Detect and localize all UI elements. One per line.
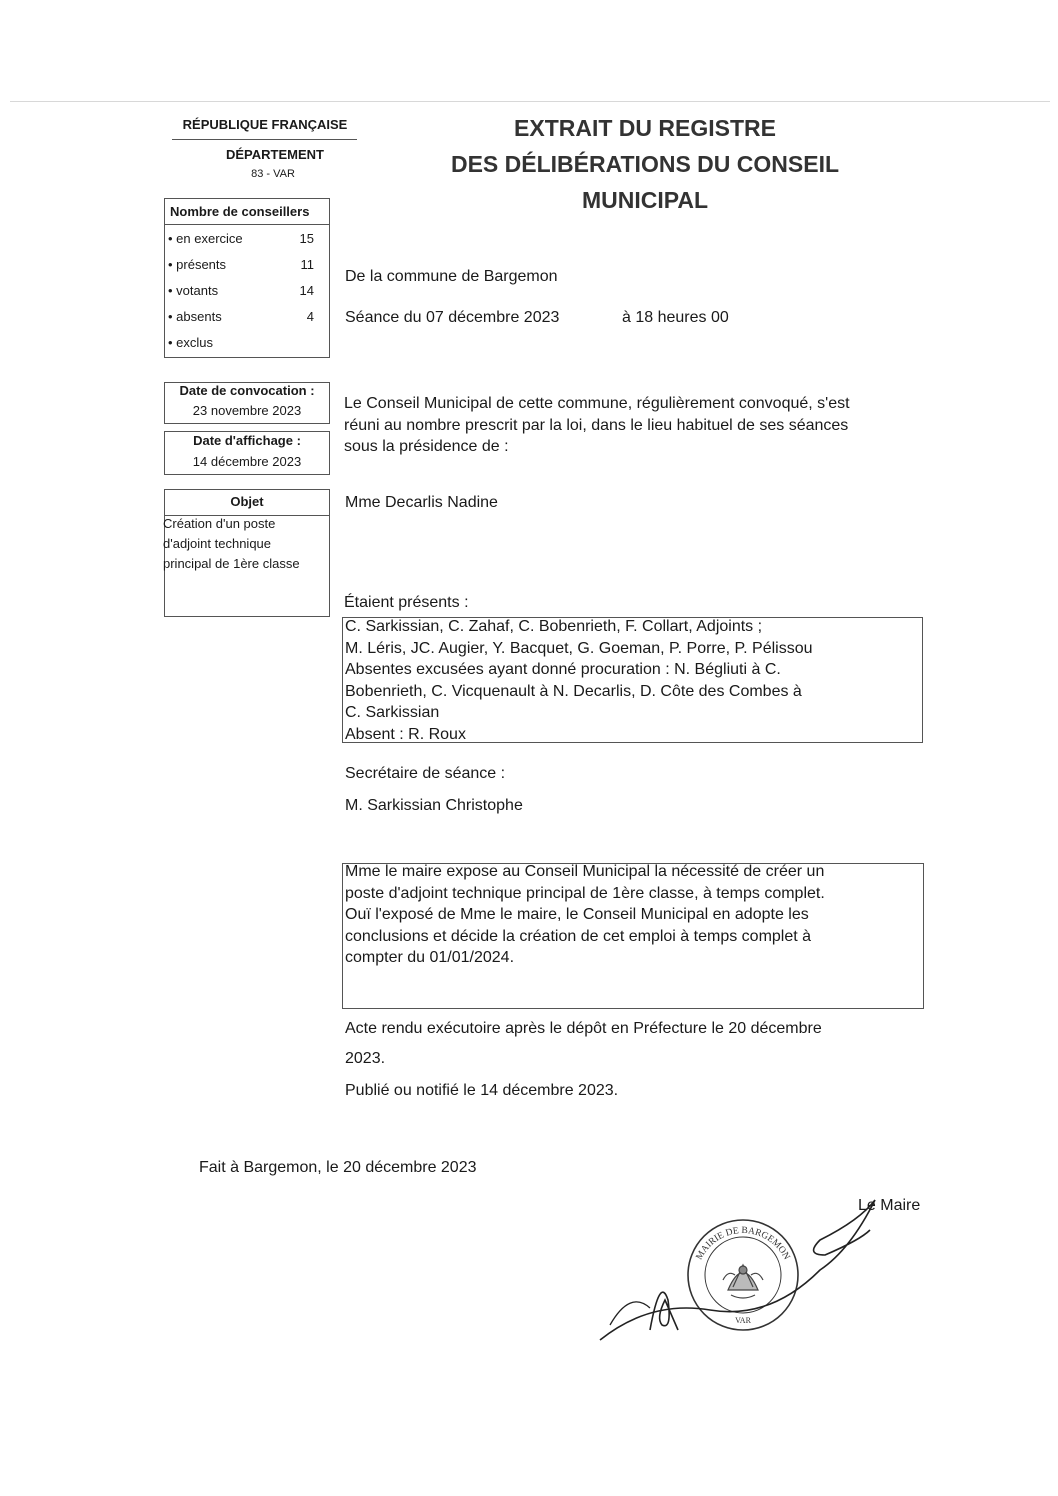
count-label: • exclus <box>168 335 214 350</box>
seance-time: à 18 heures 00 <box>622 309 729 326</box>
title-line-2: DES DÉLIBÉRATIONS DU CONSEIL <box>450 151 840 177</box>
count-label: • en exercice <box>168 231 243 246</box>
count-label: • votants <box>168 283 219 298</box>
deliberation-line-1: Mme le maire expose au Conseil Municipal la nécessité de créer un <box>345 863 825 880</box>
attendance-line-4: Bobenrieth, C. Vicquenault à N. Decarlis, D. Côte des Combes à <box>345 682 802 700</box>
title-line-1: EXTRAIT DU REGISTRE <box>514 115 776 141</box>
deliberation-line-3: Ouï l'exposé de Mme le maire, le Conseil Municipal en adopte les <box>345 906 809 923</box>
objet-line-2: d'adjoint technique <box>163 536 272 551</box>
attendance-line-5: C. Sarkissian <box>345 704 440 721</box>
document-title <box>380 110 910 218</box>
attendance-line-3: Absentes excusées ayant donné procuration : N. Bégliuti à C. <box>345 661 781 678</box>
intro-line-3: sous la présidence de : <box>344 438 509 455</box>
departement-value: 83 - VAR <box>251 168 295 180</box>
intro-line-1: Le Conseil Municipal de cette commune, régulièrement convoqué, s'est <box>344 395 850 412</box>
signature-label: Le Maire <box>858 1197 921 1214</box>
affichage-value: 14 décembre 2023 <box>192 454 302 469</box>
title-line-3: MUNICIPAL <box>581 187 709 213</box>
republique-underline <box>172 139 357 140</box>
objet-label: Objet <box>230 494 264 509</box>
publie-text: Publié ou notifié le 14 décembre 2023. <box>345 1082 619 1099</box>
stamp-top-text: MAIRIE DE BARGEMON <box>694 1225 792 1262</box>
intro-paragraph <box>344 393 850 458</box>
deliberation-line-2: poste d'adjoint technique principal de 1ère classe, à temps complet. <box>345 884 825 902</box>
deliberation-text <box>345 861 825 969</box>
count-label: • absents <box>168 309 222 324</box>
count-value: 4 <box>306 309 314 324</box>
fait-text: Fait à Bargemon, le 20 décembre 2023 <box>199 1159 477 1176</box>
count-value: 11 <box>300 257 314 272</box>
affichage-label: Date d'affichage : <box>193 433 301 448</box>
counts-box <box>164 198 330 358</box>
seance-date: Séance du 07 décembre 2023 <box>345 309 560 326</box>
count-label: • présents <box>168 257 227 272</box>
deliberation-line-4: conclusions et décide la création de cet emploi à temps complet à <box>345 927 812 945</box>
attendance-line-1: C. Sarkissian, C. Zahaf, C. Bobenrieth, F. Collart, Adjoints ; <box>345 618 763 635</box>
count-value: 14 <box>299 283 314 298</box>
secretary-name: M. Sarkissian Christophe <box>345 797 523 814</box>
objet-line-3: principal de 1ère classe <box>163 556 300 571</box>
counts-heading: Nombre de conseillers <box>170 204 310 219</box>
attendance-heading: Étaient présents : <box>344 594 469 611</box>
counts-heading-rule <box>164 224 330 225</box>
count-value: 15 <box>299 231 314 246</box>
executoire-line-1: Acte rendu exécutoire après le dépôt en Préfecture le 20 décembre <box>345 1020 822 1037</box>
departement-label: DÉPARTEMENT <box>226 147 324 162</box>
president-name: Mme Decarlis Nadine <box>345 494 498 511</box>
secretary-label: Secrétaire de séance : <box>345 765 506 782</box>
objet-line-1: Création d'un poste <box>163 516 276 531</box>
attendance-line-2: M. Léris, JC. Augier, Y. Bacquet, G. Goeman, P. Porre, P. Pélissou <box>345 639 813 657</box>
stamp-bottom-text: VAR <box>735 1316 751 1325</box>
convocation-label: Date de convocation : <box>179 383 315 398</box>
deliberation-line-5: compter du 01/01/2024. <box>345 949 515 966</box>
top-scan-line <box>10 101 1050 102</box>
attendance-text <box>345 616 813 745</box>
convocation-value: 23 novembre 2023 <box>192 403 302 418</box>
republique-label: RÉPUBLIQUE FRANÇAISE <box>182 117 348 132</box>
attendance-line-6: Absent : R. Roux <box>345 725 466 743</box>
commune-text: De la commune de Bargemon <box>345 268 558 285</box>
mayor-signature <box>590 1180 890 1350</box>
executoire-line-2: 2023. <box>345 1050 386 1067</box>
objet-text <box>163 514 300 574</box>
intro-line-2: réuni au nombre prescrit par la loi, dans le lieu habituel de ses séances <box>344 416 849 434</box>
